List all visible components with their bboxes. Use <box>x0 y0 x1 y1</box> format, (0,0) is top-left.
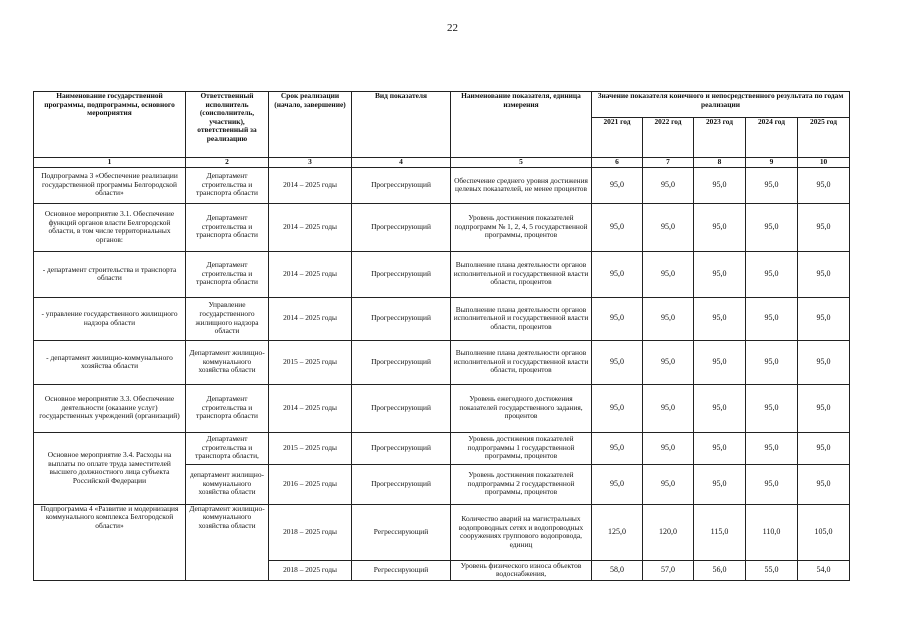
table-row <box>34 504 850 560</box>
row-type: Прогрессирующий <box>352 203 451 251</box>
row-indicator: Уровень достижения показателей подпрограммы 1 государственной программы, процентов <box>451 432 592 464</box>
row-value: 95,0 <box>746 432 798 464</box>
row-value: 95,0 <box>643 384 694 432</box>
row-value: 95,0 <box>694 432 746 464</box>
row-indicator: Выполнение плана деятельности органов исполнительной и государственной власти области, процентов <box>451 340 592 384</box>
row-value: 95,0 <box>694 464 746 504</box>
column-number: 8 <box>694 158 746 168</box>
header-year: 2022 год <box>643 118 694 158</box>
row-value: 110,0 <box>746 504 798 560</box>
row-value: 95,0 <box>694 384 746 432</box>
row-responsible: Департамент строительства и транспорта области, <box>186 432 269 464</box>
table-row <box>34 203 850 251</box>
row-value: 95,0 <box>643 340 694 384</box>
row-value: 58,0 <box>592 560 643 580</box>
row-value: 95,0 <box>592 464 643 504</box>
row-indicator: Уровень достижения показателей подпрограмм № 1, 2, 4, 5 государственной программы, процентов <box>451 203 592 251</box>
row-value: 95,0 <box>798 297 850 340</box>
row-responsible: Департамент жилищно-коммунального хозяйства области <box>186 340 269 384</box>
row-period: 2018 – 2025 годы <box>269 560 352 580</box>
row-responsible: Департамент строительства и транспорта области <box>186 203 269 251</box>
header-indicator-name: Наименование показателя, единица измерения <box>451 92 592 158</box>
row-value: 56,0 <box>694 560 746 580</box>
table-row <box>34 167 850 203</box>
row-value: 95,0 <box>643 464 694 504</box>
row-period: 2015 – 2025 годы <box>269 432 352 464</box>
row-indicator: Количество аварий на магистральных водопроводных сетях и водопроводных сооружениях группового водопровода, единиц <box>451 504 592 560</box>
row-name: Основное мероприятие 3.3. Обеспечение деятельности (оказание услуг) государственных учреждений (организаций) <box>34 384 186 432</box>
table-row <box>34 340 850 384</box>
row-value: 95,0 <box>694 203 746 251</box>
row-value: 95,0 <box>592 432 643 464</box>
row-period: 2014 – 2025 годы <box>269 297 352 340</box>
row-period: 2014 – 2025 годы <box>269 203 352 251</box>
row-type: Прогрессирующий <box>352 340 451 384</box>
table-row <box>34 384 850 432</box>
header-row <box>34 92 850 118</box>
row-type: Регрессирующий <box>352 504 451 560</box>
row-responsible: Департамент строительства и транспорта области <box>186 251 269 297</box>
row-value: 57,0 <box>643 560 694 580</box>
row-name: Подпрограмма 3 «Обеспечение реализации государственной программы Белгородской области» <box>34 167 186 203</box>
row-value: 54,0 <box>798 560 850 580</box>
column-number: 4 <box>352 158 451 168</box>
row-type: Регрессирующий <box>352 560 451 580</box>
row-value: 95,0 <box>746 167 798 203</box>
row-period: 2014 – 2025 годы <box>269 384 352 432</box>
row-name: - департамент жилищно-коммунального хозяйства области <box>34 340 186 384</box>
header-name: Наименование государственной программы, подпрограммы, основного мероприятия <box>34 92 186 158</box>
row-value: 120,0 <box>643 504 694 560</box>
row-value: 95,0 <box>746 340 798 384</box>
row-period: 2014 – 2025 годы <box>269 167 352 203</box>
row-responsible: Департамент строительства и транспорта области <box>186 167 269 203</box>
row-name: Основное мероприятие 3.4. Расходы на выплаты по оплате труда заместителей высшего должностного лица субъекта Российской Федерации <box>34 432 186 504</box>
row-value: 95,0 <box>746 464 798 504</box>
row-period: 2015 – 2025 годы <box>269 340 352 384</box>
row-value: 95,0 <box>746 251 798 297</box>
row-type: Прогрессирующий <box>352 251 451 297</box>
table-row <box>34 432 850 464</box>
row-value: 95,0 <box>643 297 694 340</box>
column-number: 2 <box>186 158 269 168</box>
row-value: 95,0 <box>592 384 643 432</box>
row-value: 95,0 <box>592 167 643 203</box>
row-value: 95,0 <box>643 432 694 464</box>
row-indicator: Уровень физического износа объектов водоснабжения, <box>451 560 592 580</box>
header-responsible: Ответственный исполнитель (соисполнитель, участник), ответственный за реализацию <box>186 92 269 158</box>
row-type: Прогрессирующий <box>352 167 451 203</box>
row-period: 2014 – 2025 годы <box>269 251 352 297</box>
row-value: 95,0 <box>798 340 850 384</box>
column-number: 1 <box>34 158 186 168</box>
row-responsible: Департамент жилищно-коммунального хозяйства области <box>186 504 269 580</box>
row-name: - департамент строительства и транспорта области <box>34 251 186 297</box>
row-value: 125,0 <box>592 504 643 560</box>
row-value: 95,0 <box>694 297 746 340</box>
row-type: Прогрессирующий <box>352 464 451 504</box>
row-value: 95,0 <box>694 251 746 297</box>
row-value: 95,0 <box>643 203 694 251</box>
page-number: 22 <box>447 22 458 34</box>
row-value: 95,0 <box>798 251 850 297</box>
row-value: 95,0 <box>798 203 850 251</box>
row-value: 115,0 <box>694 504 746 560</box>
header-year: 2021 год <box>592 118 643 158</box>
column-number: 7 <box>643 158 694 168</box>
row-value: 95,0 <box>798 167 850 203</box>
row-value: 95,0 <box>694 167 746 203</box>
row-value: 95,0 <box>798 384 850 432</box>
row-value: 95,0 <box>643 167 694 203</box>
row-responsible: Управление государственного жилищного надзора области <box>186 297 269 340</box>
header-indicator-type: Вид показателя <box>352 92 451 158</box>
row-name: - управление государственного жилищного надзора области <box>34 297 186 340</box>
column-number: 6 <box>592 158 643 168</box>
row-value: 95,0 <box>592 251 643 297</box>
header-year: 2023 год <box>694 118 746 158</box>
row-value: 95,0 <box>592 297 643 340</box>
row-value: 95,0 <box>746 203 798 251</box>
header-period: Срок реализации (начало, завершение) <box>269 92 352 158</box>
row-value: 95,0 <box>643 251 694 297</box>
row-value: 95,0 <box>746 384 798 432</box>
row-period: 2018 – 2025 годы <box>269 504 352 560</box>
column-numbers-row <box>34 158 850 168</box>
column-number: 10 <box>798 158 850 168</box>
row-indicator: Уровень достижения показателей подпрограммы 2 государственной программы, процентов <box>451 464 592 504</box>
row-responsible: департамент жилищно-коммунального хозяйства области <box>186 464 269 504</box>
row-value: 95,0 <box>798 432 850 464</box>
row-value: 55,0 <box>746 560 798 580</box>
row-period: 2016 – 2025 годы <box>269 464 352 504</box>
column-number: 3 <box>269 158 352 168</box>
column-number: 9 <box>746 158 798 168</box>
indicators-table <box>33 91 850 581</box>
row-responsible: Департамент строительства и транспорта области <box>186 384 269 432</box>
row-value: 105,0 <box>798 504 850 560</box>
header-year: 2025 год <box>798 118 850 158</box>
row-name: Основное мероприятие 3.1. Обеспечение функций органов власти Белгородской области, в том числе территориальных органов: <box>34 203 186 251</box>
row-indicator: Уровень ежегодного достижения показателей государственного задания, процентов <box>451 384 592 432</box>
row-indicator: Выполнение плана деятельности органов исполнительной и государственной власти области, процентов <box>451 251 592 297</box>
row-type: Прогрессирующий <box>352 297 451 340</box>
header-values-group: Значение показателя конечного и непосредственного результата по годам реализации <box>592 92 850 118</box>
table-row <box>34 297 850 340</box>
row-indicator: Обеспечение среднего уровня достижения целевых показателей, не менее процентов <box>451 167 592 203</box>
row-type: Прогрессирующий <box>352 384 451 432</box>
table-row <box>34 251 850 297</box>
row-value: 95,0 <box>746 297 798 340</box>
column-number: 5 <box>451 158 592 168</box>
header-year: 2024 год <box>746 118 798 158</box>
row-value: 95,0 <box>592 340 643 384</box>
row-value: 95,0 <box>798 464 850 504</box>
row-type: Прогрессирующий <box>352 432 451 464</box>
row-value: 95,0 <box>694 340 746 384</box>
row-indicator: Выполнение плана деятельности органов исполнительной и государственной власти области, процентов <box>451 297 592 340</box>
row-name: Подпрограмма 4 «Развитие и модернизация коммунального комплекса Белгородской области» <box>34 504 186 580</box>
row-value: 95,0 <box>592 203 643 251</box>
